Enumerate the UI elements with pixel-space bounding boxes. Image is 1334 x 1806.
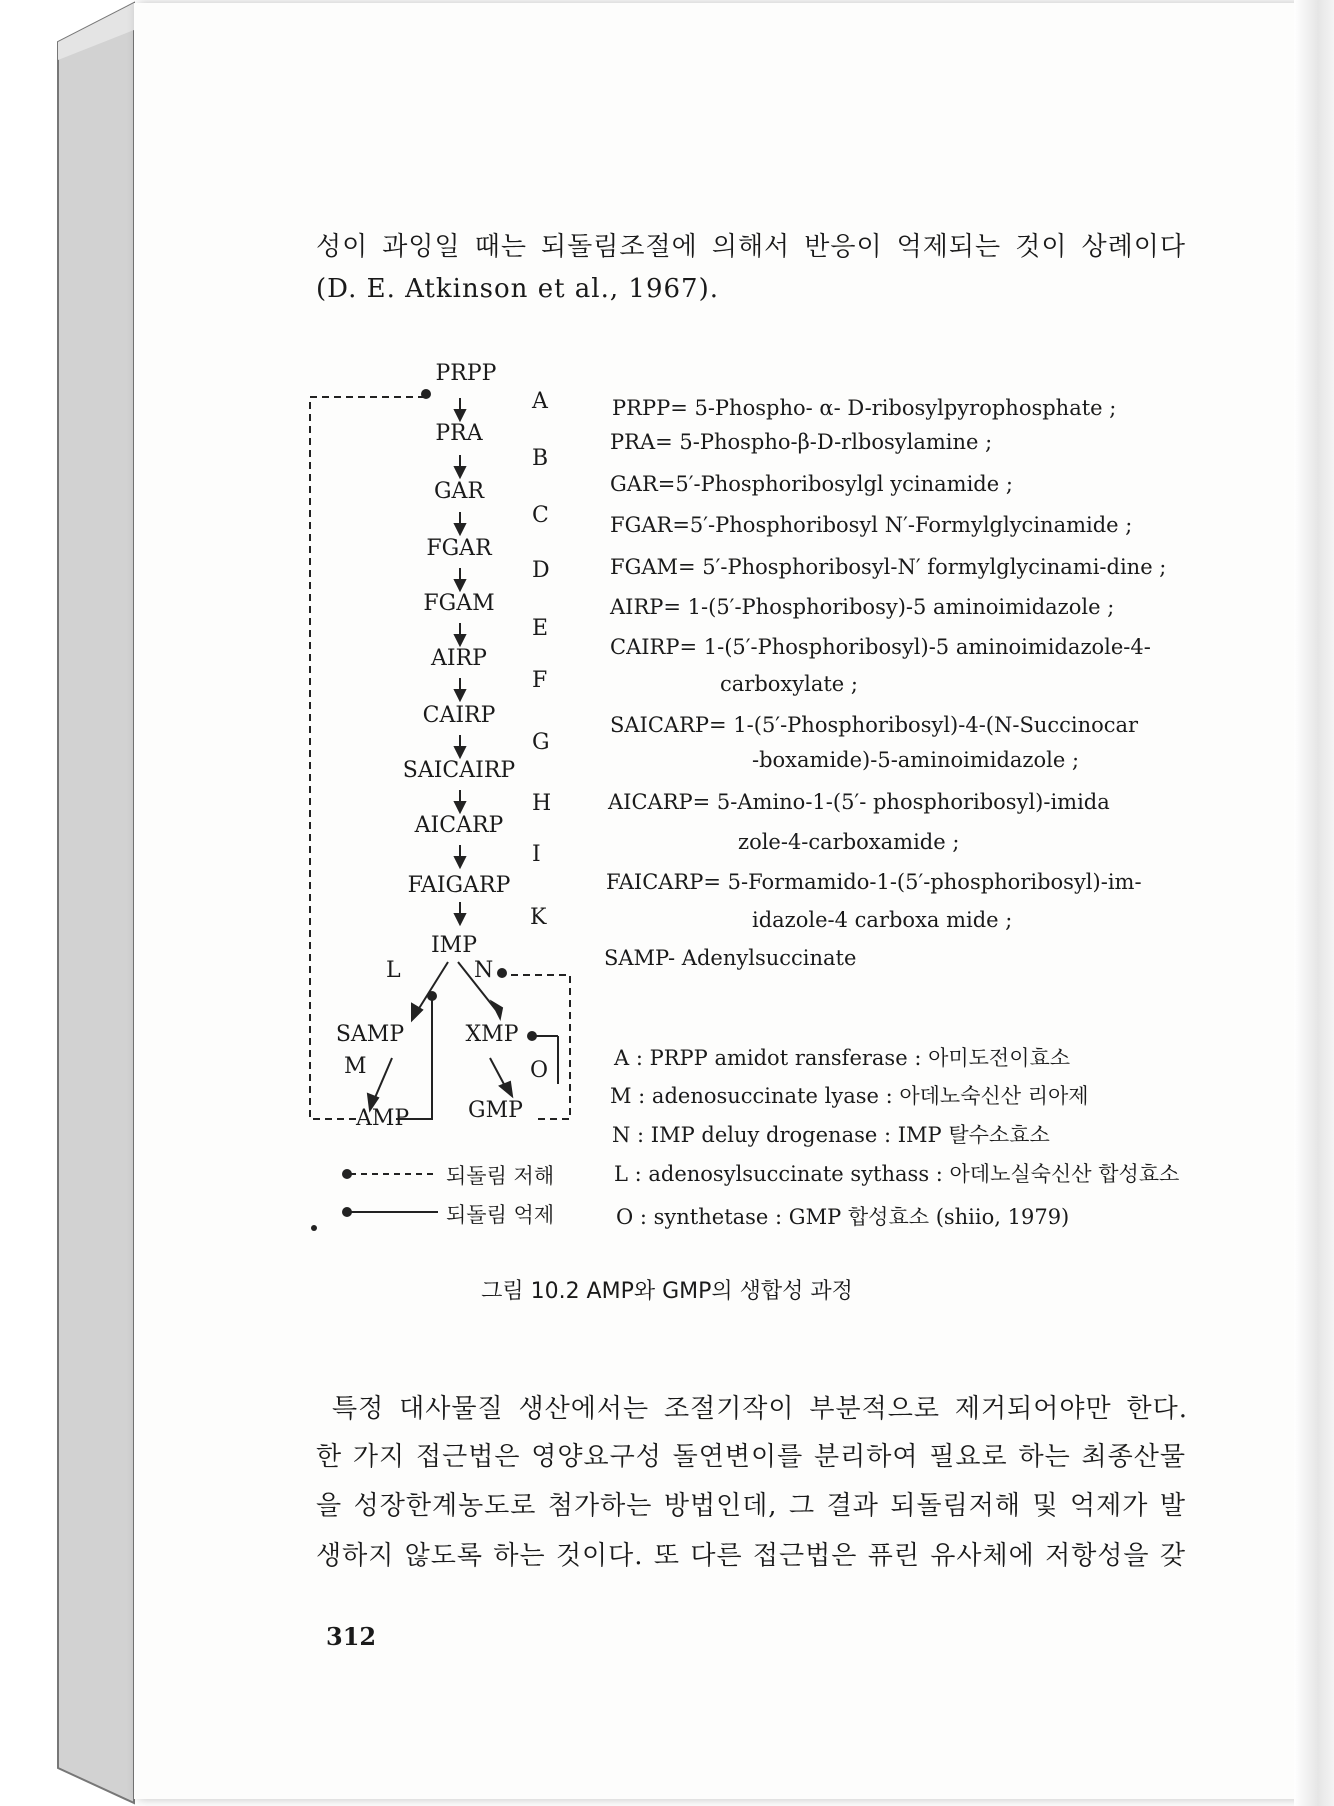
paragraph-line: 한 가지 접근법은 영양요구성 돌연변이를 분리하여 필요로 하는 최종산물	[316, 1442, 1186, 1472]
node-aicarp: AICARP	[414, 813, 504, 838]
definition-line: -boxamide)-5-aminoimidazole ;	[752, 748, 1080, 772]
definition-line: PRPP= 5-Phospho- α- D-ribosylpyrophosphate ;	[612, 396, 1117, 420]
node-pra: PRA	[435, 421, 483, 446]
step-letter: F	[532, 668, 548, 693]
step-letter: G	[532, 730, 550, 755]
node-gmp: GMP	[468, 1098, 523, 1123]
definition-line: FGAM= 5′-Phosphoribosyl-N′ formylglycinami-dine ;	[610, 555, 1167, 579]
definition-line: AIRP= 1-(5′-Phosphoribosy)-5 aminoimidazole ;	[610, 595, 1115, 619]
paragraph-line: (D. E. Atkinson et al., 1967).	[316, 274, 719, 304]
step-letter: C	[532, 503, 549, 528]
definition-line: SAICARP= 1-(5′-Phosphoribosyl)-4-(N-Succinocar	[610, 713, 1139, 737]
page-number: 312	[326, 1622, 377, 1651]
node-amp: AMP	[356, 1106, 410, 1131]
node-imp: IMP	[430, 933, 478, 958]
enzyme-line: O : synthetase : GMP 합성효소 (shiio, 1979)	[616, 1205, 1070, 1229]
definition-line: idazole-4 carboxa mide ;	[752, 908, 1013, 932]
step-letter: K	[530, 905, 547, 930]
node-xmp: XMP	[465, 1022, 519, 1047]
branch-label-m: M	[344, 1054, 367, 1079]
node-saicairp: SAICAIRP	[402, 758, 516, 783]
paragraph-line: 생하지 않도록 하는 것이다. 또 다른 접근법은 퓨린 유사체에 저항성을 갖	[316, 1541, 1186, 1571]
step-letter: I	[532, 842, 541, 867]
step-letter: A	[532, 389, 548, 414]
enzyme-line: M : adenosuccinate lyase : 아데노숙신산 리아제	[610, 1084, 1089, 1108]
node-fgam: FGAM	[423, 591, 495, 616]
step-letter: H	[532, 791, 552, 816]
definition-line: AICARP= 5-Amino-1-(5′- phosphoribosyl)-imida	[608, 790, 1110, 814]
enzyme-line: L : adenosylsuccinate sythass : 아데노실숙신산 합성효소	[614, 1162, 1180, 1186]
node-faigarp: FAIGARP	[407, 873, 511, 898]
definition-line: FAICARP= 5-Formamido-1-(5′-phosphoribosyl)-im-	[606, 870, 1142, 894]
paragraph-line: 특정 대사물질 생산에서는 조절기작이 부분적으로 제거되어야만 한다.	[332, 1394, 1188, 1424]
definition-line: carboxylate ;	[720, 672, 858, 696]
legend-feedback-inhibition: 되돌림 저해	[446, 1164, 555, 1188]
node-airp: AIRP	[431, 646, 487, 671]
node-prpp: PRPP	[435, 361, 497, 386]
branch-label-o: O	[530, 1058, 549, 1083]
enzyme-line: A : PRPP amidot ransferase : 아미도전이효소	[614, 1046, 1071, 1070]
node-gar: GAR	[433, 479, 485, 504]
definition-line: CAIRP= 1-(5′-Phosphoribosyl)-5 aminoimidazole-4-	[610, 635, 1151, 659]
step-letter: B	[532, 446, 549, 471]
definition-line: PRA= 5-Phospho-β-D-rlbosylamine ;	[610, 430, 993, 454]
figure-caption: 그림 10.2 AMP와 GMP의 생합성 과정	[481, 1279, 853, 1304]
definition-line: FGAR=5′-Phosphoribosyl N′-Formylglycinamide ;	[610, 513, 1133, 537]
branch-label-n: N	[474, 958, 494, 983]
step-letter: D	[532, 558, 550, 583]
paragraph-line: 성이 과잉일 때는 되돌림조절에 의해서 반응이 억제되는 것이 상례이다	[316, 232, 1186, 262]
definition-line: zole-4-carboxamide ;	[738, 830, 960, 854]
legend-feedback-repression: 되돌림 억제	[446, 1203, 555, 1227]
enzyme-line: N : IMP deluy drogenase : IMP 탈수소효소	[612, 1123, 1050, 1147]
node-samp: SAMP	[335, 1022, 405, 1047]
paragraph-line: 을 성장한계농도로 첨가하는 방법인데, 그 결과 되돌림저해 및 억제가 발	[316, 1491, 1186, 1521]
step-letter: E	[532, 616, 549, 641]
definition-line: SAMP- Adenylsuccinate	[604, 946, 857, 970]
branch-label-l: L	[386, 958, 401, 983]
definition-line: GAR=5′-Phosphoribosylgl ycinamide ;	[610, 472, 1013, 496]
node-cairp: CAIRP	[422, 703, 496, 728]
node-fgar: FGAR	[426, 536, 492, 561]
